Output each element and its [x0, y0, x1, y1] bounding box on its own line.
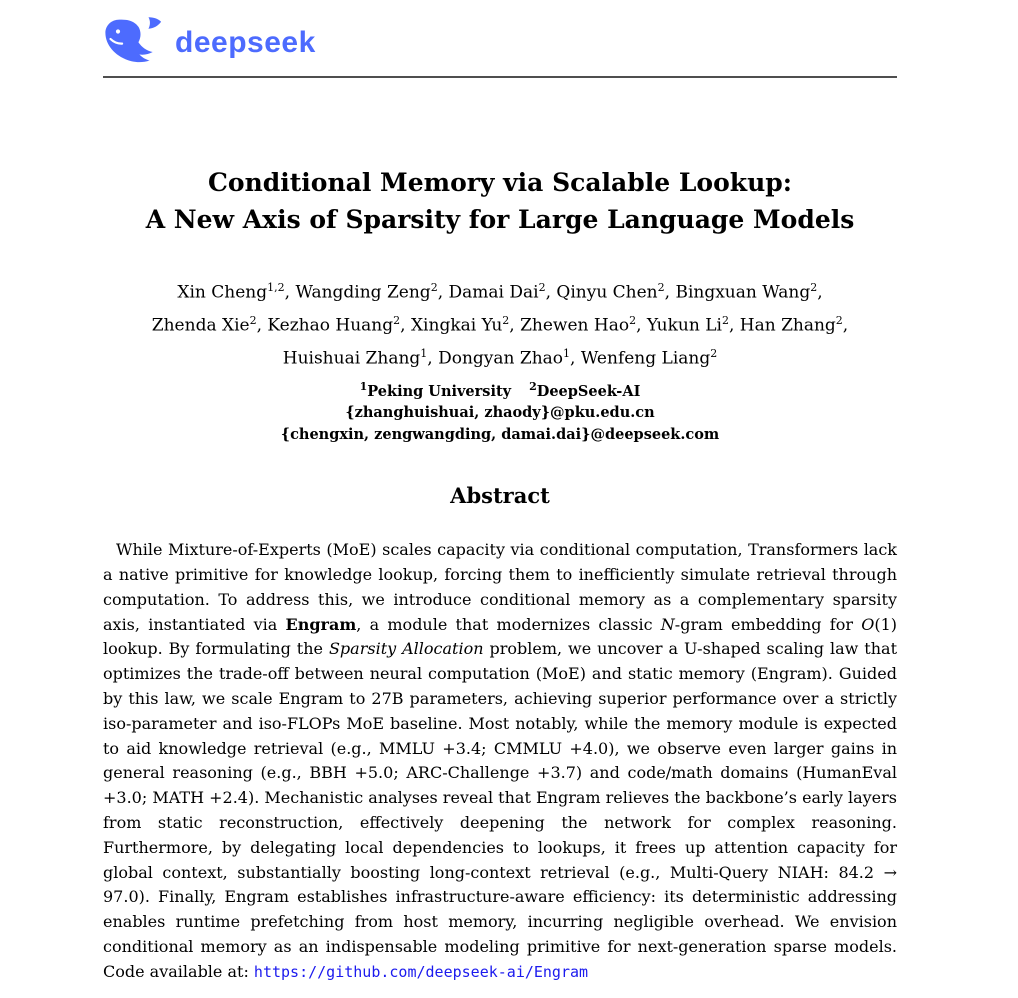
deepseek-whale-icon [103, 16, 165, 66]
author-line: Zhenda Xie$^2$, Kezhao Huang$^2$, Xingkai Yu$^2$, Zhewen Hao$^2$, Yukun Li$^2$, Han Zhang$^2$, [151, 314, 849, 336]
affiliation-line [103, 376, 897, 402]
author-affiliation-sup: 1,2 [267, 281, 285, 294]
author-name: Kezhao Huang [267, 315, 394, 336]
author-name: Wenfeng Liang [580, 348, 711, 369]
author-affiliation-sup: 2 [721, 314, 729, 328]
abstract-segment: , a module that modernizes classic [356, 614, 661, 634]
header-rule [103, 76, 897, 78]
author-name: Xin Cheng [177, 282, 268, 303]
header-logo-row [103, 0, 897, 67]
affiliation-name: DeepSeek-AI [536, 383, 641, 401]
author-name: Qinyu Chen [556, 282, 658, 303]
author-affiliation-sup: 2 [835, 314, 843, 328]
affiliation-sup: 1 [359, 380, 368, 394]
author-affiliation-sup: 2 [810, 281, 818, 294]
code-link[interactable]: https://github.com/deepseek-ai/Engram [253, 962, 589, 981]
abstract-heading: Abstract [450, 483, 550, 509]
affiliation-sup: 2 [529, 380, 537, 394]
author-affiliation-sup: 2 [393, 314, 401, 328]
author-affiliation-sup: 2 [430, 281, 438, 294]
abstract-segment: (1) lookup. By formulating the [103, 614, 898, 659]
abstract-text [103, 538, 897, 984]
author-line: Huishuai Zhang$^1$, Dongyan Zhao$^1$, Wenfeng Liang$^2$ [282, 347, 718, 369]
email-line-pku: {zhanghuishuai, zhaody}@pku.edu.cn [345, 404, 655, 422]
author-name: Xingkai Yu [410, 315, 503, 336]
author-affiliation-sup: 2 [629, 314, 637, 328]
author-name: Dongyan Zhao [438, 348, 564, 369]
abstract-segment: O [861, 614, 875, 634]
author-affiliation-sup: 1 [563, 347, 571, 361]
author-name: Huishuai Zhang [282, 348, 421, 369]
abstract-segment: Engram [285, 614, 357, 634]
title-line-1: Conditional Memory via Scalable Lookup: [208, 168, 792, 197]
abstract-segment: While Mixture-of-Experts (MoE) scales capacity via conditional computation, Transformers lack a native primitive for knowledge lookup, forcing them to inefficiently simulate retrieval through computation. To address this, we introduce conditional memory as a complementary sparsity axis, instantiated via [103, 540, 897, 634]
author-affiliation-sup: 2 [538, 281, 546, 294]
author-name: Han Zhang [739, 315, 836, 336]
author-name: Damai Dai [448, 282, 539, 303]
author-lines [103, 274, 897, 373]
author-name: Zhenda Xie [151, 315, 250, 336]
author-name: Yukun Li [646, 315, 722, 336]
author-name: Bingxuan Wang [675, 282, 811, 303]
abstract-segment: problem, we uncover a U-shaped scaling law that optimizes the trade-off between neural computation (MoE) and static memory (Engram). Guided by this law, we scale Engram to 27B parameters, achieving superior performance over a strictly iso-parameter and iso-FLOPs MoE baseline. Most notably, while the memory module is expected to aid knowledge retrieval (e.g., MMLU +3.4; CMMLU +4.0), we observe even larger gains in general reasoning (e.g., BBH +5.0; ARC-Challenge +3.7) and code/math domains (HumanEval +3.0; MATH +2.4). Mechanistic analyses reveal that Engram relieves the backbone’s early layers from static reconstruction, effectively deepening the network for complex reasoning. Furthermore, by delegating local dependencies to lookups, it frees up attention capacity for global context, substantially boosting long-context retrieval (e.g., Multi-Query NIAH: 84.2 → 97.0). Finally, Engram establishes infrastructure-aware efficiency: its deterministic addressing enables runtime prefetching from host memory, incurring negligible overhead. We envision conditional memory as an indispensable modeling primitive for next-generation sparse models. Code available at: [103, 639, 898, 981]
page [103, 0, 897, 985]
author-name: Zhewen Hao [520, 315, 630, 336]
title-line-2: A New Axis of Sparsity for Large Language Models [145, 205, 855, 234]
abstract-segment: N [660, 614, 675, 634]
author-affiliation-sup: 2 [249, 314, 257, 328]
affiliation [359, 380, 512, 401]
author-line: Xin Cheng$^{1,2}$, Wangding Zeng$^2$, Damai Dai$^2$, Qinyu Chen$^2$, Bingxuan Wang$^2$, [177, 281, 823, 303]
paper-title [103, 164, 897, 238]
deepseek-wordmark: deepseek [175, 26, 316, 59]
author-affiliation-sup: 2 [710, 347, 718, 361]
email-line-deepseek: {chengxin, zengwangding, damai.dai}@deepseek.com [280, 425, 720, 443]
abstract-segment: -gram embedding for [674, 614, 862, 634]
author-affiliation-sup: 2 [657, 281, 665, 294]
author-name: Wangding Zeng [295, 282, 431, 303]
affiliation [529, 380, 641, 401]
abstract-segment: Sparsity Allocation [328, 639, 484, 659]
author-affiliation-sup: 2 [502, 314, 510, 328]
author-affiliation-sup: 1 [420, 347, 428, 361]
affiliation-name: Peking University [367, 383, 512, 401]
